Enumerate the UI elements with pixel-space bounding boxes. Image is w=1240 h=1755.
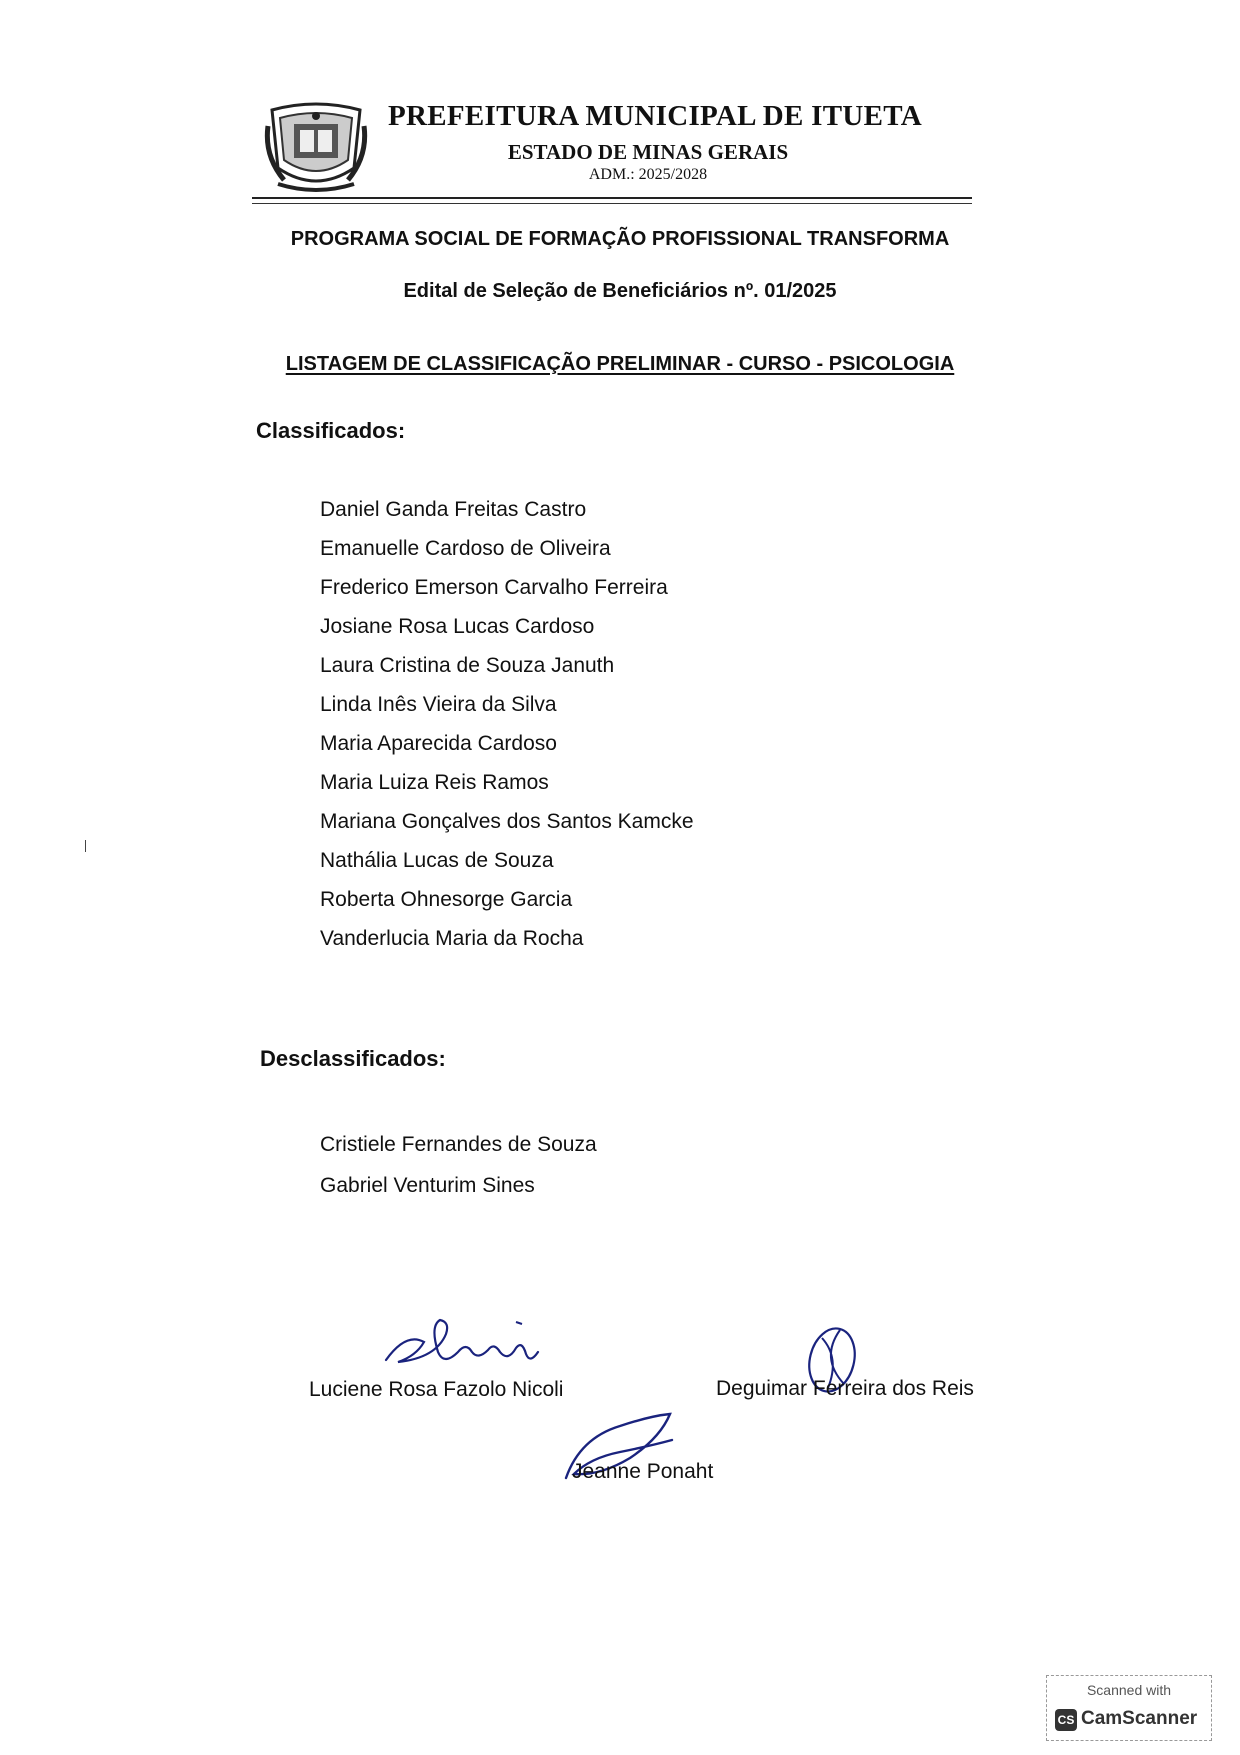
administration-period: ADM.: 2025/2028 bbox=[588, 166, 708, 183]
signatory-name: Jeanne Ponaht bbox=[572, 1460, 714, 1483]
list-item: Mariana Gonçalves dos Santos Kamcke bbox=[320, 810, 694, 833]
list-item: Frederico Emerson Carvalho Ferreira bbox=[320, 576, 668, 599]
municipality-title: PREFEITURA MUNICIPAL DE ITUETA bbox=[388, 100, 923, 132]
header-divider bbox=[252, 197, 972, 199]
program-title: PROGRAMA SOCIAL DE FORMAÇÃO PROFISSIONAL TRANSFORMA bbox=[290, 228, 950, 250]
list-item: Nathália Lucas de Souza bbox=[320, 849, 554, 872]
scan-artifact bbox=[85, 840, 86, 852]
list-item: Daniel Ganda Freitas Castro bbox=[320, 498, 587, 521]
list-item: Laura Cristina de Souza Januth bbox=[320, 654, 615, 677]
listing-title-text: LISTAGEM DE CLASSIFICAÇÃO PRELIMINAR - CURSO - PSICOLOGIA bbox=[285, 353, 955, 375]
edital-title: Edital de Seleção de Beneficiários nº. 01/2025 bbox=[403, 280, 837, 302]
list-item: Emanuelle Cardoso de Oliveira bbox=[320, 537, 611, 560]
classified-label: Classificados: bbox=[256, 418, 406, 443]
watermark-caption: Scanned with bbox=[1086, 1682, 1172, 1698]
list-item: Vanderlucia Maria da Rocha bbox=[320, 927, 584, 950]
classified-list bbox=[320, 490, 694, 958]
state-subtitle: ESTADO DE MINAS GERAIS bbox=[507, 140, 789, 164]
camscanner-icon: CS bbox=[1055, 1709, 1077, 1731]
camscanner-watermark bbox=[1046, 1675, 1212, 1741]
list-item: Gabriel Venturim Sines bbox=[320, 1174, 535, 1197]
signatory-name: Luciene Rosa Fazolo Nicoli bbox=[309, 1378, 564, 1401]
signatory-name: Deguimar Ferreira dos Reis bbox=[716, 1377, 974, 1400]
disqualified-list bbox=[320, 1124, 597, 1206]
header-divider-thin bbox=[252, 203, 972, 204]
disqualified-label: Desclassificados: bbox=[260, 1046, 446, 1071]
signature-luciene bbox=[376, 1312, 546, 1374]
list-item: Roberta Ohnesorge Garcia bbox=[320, 888, 573, 911]
list-item: Josiane Rosa Lucas Cardoso bbox=[320, 615, 595, 638]
list-item: Maria Luiza Reis Ramos bbox=[320, 771, 549, 794]
municipal-coat-of-arms-icon bbox=[264, 96, 368, 198]
watermark-brand: CamScanner bbox=[1081, 1708, 1198, 1729]
list-item: Cristiele Fernandes de Souza bbox=[320, 1133, 597, 1156]
list-item: Linda Inês Vieira da Silva bbox=[320, 693, 557, 716]
listing-title bbox=[200, 353, 1040, 376]
list-item: Maria Aparecida Cardoso bbox=[320, 732, 557, 755]
